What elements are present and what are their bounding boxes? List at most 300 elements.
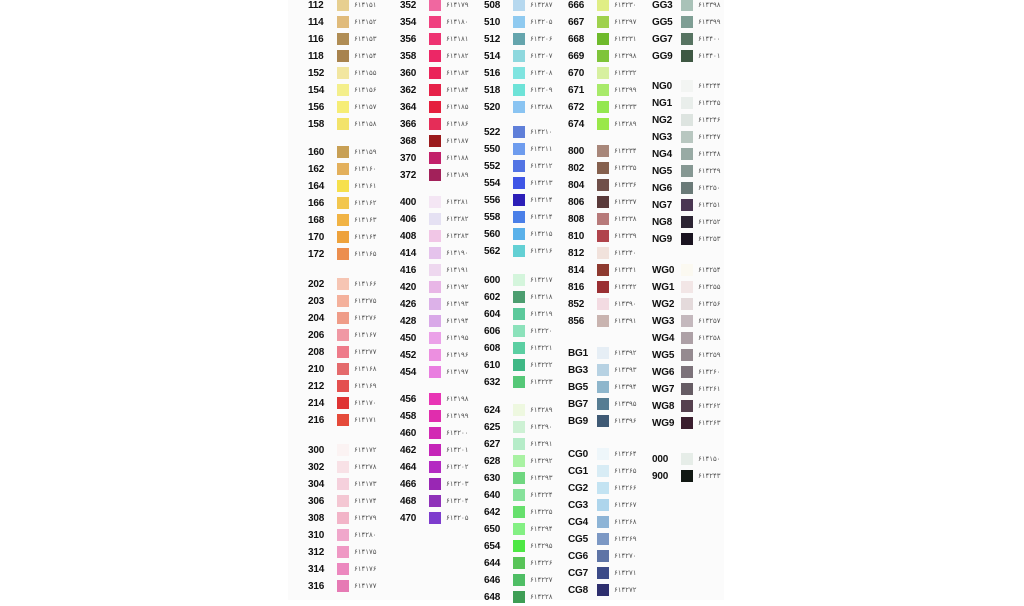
color-swatch (597, 499, 609, 511)
product-number: ۶۱۴۲۳۹ (614, 232, 637, 240)
color-swatch (337, 312, 349, 324)
product-number: ۶۱۴۱۹۹ (446, 412, 469, 420)
color-swatch (429, 67, 441, 79)
color-swatch (337, 146, 349, 158)
product-number: ۶۱۴۱۹۵ (446, 334, 469, 342)
color-swatch (337, 101, 349, 113)
color-swatch (337, 444, 349, 456)
color-swatch (429, 332, 441, 344)
color-code: 366 (400, 119, 417, 130)
color-code: 352 (400, 0, 417, 11)
color-code: 214 (308, 398, 325, 409)
color-swatch (681, 400, 693, 412)
color-code: 642 (484, 507, 501, 518)
product-number: ۶۱۴۲۷۰ (614, 552, 637, 560)
color-code: 514 (484, 51, 501, 62)
product-number: ۶۱۴۲۸۸ (530, 103, 553, 111)
color-swatch (513, 438, 525, 450)
color-code: BG1 (568, 348, 588, 359)
color-code: 470 (400, 513, 417, 524)
color-swatch (337, 33, 349, 45)
color-code: CG6 (568, 551, 588, 562)
color-swatch (337, 84, 349, 96)
color-swatch (429, 0, 441, 11)
color-code: 900 (652, 471, 669, 482)
color-swatch (597, 145, 609, 157)
color-swatch (681, 199, 693, 211)
color-code: 358 (400, 51, 417, 62)
color-chart-sheet (288, 0, 724, 603)
color-code: 624 (484, 405, 501, 416)
product-number: ۶۱۴۱۷۴ (354, 497, 377, 505)
color-swatch (337, 214, 349, 226)
color-code: 208 (308, 347, 325, 358)
product-number: ۶۱۴۲۹۴ (530, 525, 553, 533)
color-code: NG6 (652, 183, 672, 194)
product-number: ۶۱۴۲۴۲ (614, 283, 637, 291)
color-code: NG8 (652, 217, 672, 228)
color-code: WG5 (652, 350, 675, 361)
color-swatch (429, 213, 441, 225)
color-code: 852 (568, 299, 585, 310)
color-code: 168 (308, 215, 325, 226)
product-number: ۶۱۴۲۶۷ (614, 501, 637, 509)
color-swatch (597, 213, 609, 225)
product-number: ۶۱۴۳۹۵ (614, 400, 637, 408)
color-code: 646 (484, 575, 501, 586)
color-swatch (337, 529, 349, 541)
color-code: 674 (568, 119, 585, 130)
color-swatch (681, 0, 693, 11)
color-swatch (597, 516, 609, 528)
color-swatch (429, 393, 441, 405)
color-swatch (337, 278, 349, 290)
color-code: 452 (400, 350, 417, 361)
color-swatch (597, 584, 609, 596)
product-number: ۶۱۴۲۵۸ (698, 334, 721, 342)
color-swatch (337, 563, 349, 575)
color-code: NG9 (652, 234, 672, 245)
product-number: ۶۱۴۲۱۸ (530, 293, 553, 301)
product-number: ۶۱۴۲۲۱ (530, 344, 553, 352)
color-code: 610 (484, 360, 501, 371)
color-code: 550 (484, 144, 501, 155)
product-number: ۶۱۴۱۹۱ (446, 266, 469, 274)
product-number: ۶۱۴۲۵۵ (698, 283, 721, 291)
product-number: ۶۱۴۱۶۸ (354, 365, 377, 373)
color-swatch (429, 84, 441, 96)
color-swatch (681, 114, 693, 126)
product-number: ۶۱۴۲۲۶ (530, 559, 553, 567)
color-swatch (681, 233, 693, 245)
color-swatch (597, 364, 609, 376)
color-swatch (429, 33, 441, 45)
color-swatch (429, 196, 441, 208)
product-number: ۶۱۴۱۸۱ (446, 35, 469, 43)
color-code: 160 (308, 147, 325, 158)
color-code: BG9 (568, 416, 588, 427)
product-number: ۶۱۴۲۰۳ (446, 480, 469, 488)
color-code: 518 (484, 85, 501, 96)
color-swatch (513, 421, 525, 433)
color-swatch (429, 152, 441, 164)
product-number: ۶۱۴۱۶۲ (354, 199, 377, 207)
product-number: ۶۱۴۲۶۸ (614, 518, 637, 526)
color-swatch (429, 230, 441, 242)
color-code: 856 (568, 316, 585, 327)
color-swatch (513, 472, 525, 484)
color-code: 454 (400, 367, 417, 378)
color-swatch (597, 33, 609, 45)
color-code: WG9 (652, 418, 675, 429)
color-swatch (513, 84, 525, 96)
product-number: ۶۱۴۳۹۳ (614, 366, 637, 374)
color-code: 356 (400, 34, 417, 45)
color-swatch (513, 126, 525, 138)
product-number: ۶۱۴۲۷۵ (354, 297, 377, 305)
product-number: ۶۱۴۲۰۴ (446, 497, 469, 505)
color-swatch (429, 495, 441, 507)
color-swatch (513, 325, 525, 337)
color-swatch (513, 274, 525, 286)
color-swatch (681, 131, 693, 143)
product-number: ۶۱۴۱۶۹ (354, 382, 377, 390)
color-code: 000 (652, 454, 669, 465)
product-number: ۶۱۴۱۶۳ (354, 216, 377, 224)
color-swatch (681, 80, 693, 92)
product-number: ۶۱۴۲۷۸ (354, 463, 377, 471)
color-code: WG8 (652, 401, 675, 412)
color-swatch (337, 478, 349, 490)
color-swatch (337, 580, 349, 592)
product-number: ۶۱۴۳۹۸ (698, 1, 721, 9)
product-number: ۶۱۴۲۷۲ (614, 586, 637, 594)
color-code: 212 (308, 381, 325, 392)
color-code: 602 (484, 292, 501, 303)
color-swatch (597, 196, 609, 208)
color-swatch (681, 97, 693, 109)
product-number: ۶۱۴۱۸۹ (446, 171, 469, 179)
color-code: 202 (308, 279, 325, 290)
product-number: ۶۱۴۳۹۱ (614, 317, 637, 325)
color-code: WG1 (652, 282, 675, 293)
color-swatch (681, 315, 693, 327)
color-swatch (513, 574, 525, 586)
color-code: 644 (484, 558, 501, 569)
color-swatch (337, 67, 349, 79)
color-code: 668 (568, 34, 585, 45)
color-swatch (681, 216, 693, 228)
product-number: ۶۱۴۱۵۰ (698, 455, 721, 463)
product-number: ۶۱۴۲۷۹ (354, 514, 377, 522)
color-swatch (429, 101, 441, 113)
product-number: ۶۱۴۲۶۹ (614, 535, 637, 543)
color-swatch (513, 228, 525, 240)
color-swatch (429, 478, 441, 490)
color-code: CG0 (568, 449, 588, 460)
color-code: CG2 (568, 483, 588, 494)
color-code: NG2 (652, 115, 672, 126)
color-code: 666 (568, 0, 585, 11)
color-code: 170 (308, 232, 325, 243)
color-swatch (429, 410, 441, 422)
product-number: ۶۱۴۲۰۵ (446, 514, 469, 522)
color-swatch (429, 427, 441, 439)
color-swatch (337, 346, 349, 358)
product-number: ۶۱۴۲۵۲ (698, 218, 721, 226)
color-code: 604 (484, 309, 501, 320)
color-swatch (513, 16, 525, 28)
color-swatch (337, 461, 349, 473)
color-code: 558 (484, 212, 501, 223)
color-swatch (513, 455, 525, 467)
color-swatch (597, 347, 609, 359)
color-code: 814 (568, 265, 585, 276)
color-swatch (429, 264, 441, 276)
product-number: ۶۱۴۲۰۹ (530, 86, 553, 94)
color-code: 562 (484, 246, 501, 257)
color-swatch (337, 295, 349, 307)
product-number: ۶۱۴۲۰۶ (530, 35, 553, 43)
color-code: 520 (484, 102, 501, 113)
color-code: 362 (400, 85, 417, 96)
color-swatch (597, 448, 609, 460)
product-number: ۶۱۴۳۹۰ (614, 300, 637, 308)
color-code: 408 (400, 231, 417, 242)
color-code: 667 (568, 17, 585, 28)
product-number: ۶۱۴۲۲۳ (530, 378, 553, 386)
product-number: ۶۱۴۲۹۵ (530, 542, 553, 550)
product-number: ۶۱۴۲۹۸ (614, 52, 637, 60)
color-code: 669 (568, 51, 585, 62)
product-number: ۶۱۴۱۵۲ (354, 18, 377, 26)
product-number: ۶۱۴۲۱۶ (530, 247, 553, 255)
color-code: 632 (484, 377, 501, 388)
color-swatch (513, 342, 525, 354)
color-code: 450 (400, 333, 417, 344)
product-number: ۶۱۴۲۸۲ (446, 215, 469, 223)
product-number: ۶۱۴۱۸۷ (446, 137, 469, 145)
color-code: BG7 (568, 399, 588, 410)
product-number: ۶۱۴۲۲۷ (530, 576, 553, 584)
color-swatch (681, 383, 693, 395)
color-code: 166 (308, 198, 325, 209)
color-code: 216 (308, 415, 325, 426)
product-number: ۶۱۴۱۵۱ (354, 1, 377, 9)
color-swatch (337, 50, 349, 62)
product-number: ۶۱۴۱۵۴ (354, 52, 377, 60)
color-code: BG3 (568, 365, 588, 376)
color-swatch (597, 16, 609, 28)
product-number: ۶۱۴۲۲۴ (530, 491, 553, 499)
color-code: WG2 (652, 299, 675, 310)
color-swatch (681, 366, 693, 378)
color-code: CG1 (568, 466, 588, 477)
color-swatch (597, 550, 609, 562)
color-swatch (513, 291, 525, 303)
color-code: 426 (400, 299, 417, 310)
product-number: ۶۱۴۲۶۰ (698, 368, 721, 376)
product-number: ۶۱۴۲۳۵ (614, 164, 637, 172)
product-number: ۶۱۴۱۷۷ (354, 582, 377, 590)
product-number: ۶۱۴۲۳۲ (614, 69, 637, 77)
color-code: 630 (484, 473, 501, 484)
product-number: ۶۱۴۱۹۲ (446, 283, 469, 291)
product-number: ۶۱۴۲۱۵ (530, 230, 553, 238)
color-swatch (597, 315, 609, 327)
product-number: ۶۱۴۲۳۷ (614, 198, 637, 206)
color-swatch (513, 359, 525, 371)
color-code: CG5 (568, 534, 588, 545)
color-swatch (597, 567, 609, 579)
color-code: 654 (484, 541, 501, 552)
product-number: ۶۱۴۲۶۵ (614, 467, 637, 475)
color-code: 648 (484, 592, 501, 603)
color-code: 816 (568, 282, 585, 293)
color-swatch (513, 506, 525, 518)
product-number: ۶۱۴۲۰۱ (446, 446, 469, 454)
color-code: 312 (308, 547, 325, 558)
color-code: NG5 (652, 166, 672, 177)
color-swatch (513, 67, 525, 79)
color-swatch (513, 33, 525, 45)
color-swatch (429, 349, 441, 361)
product-number: ۶۱۴۱۶۴ (354, 233, 377, 241)
product-number: ۶۱۴۳۹۹ (698, 18, 721, 26)
color-code: 116 (308, 34, 324, 45)
color-code: 606 (484, 326, 501, 337)
color-swatch (681, 470, 693, 482)
product-number: ۶۱۴۲۰۰ (446, 429, 469, 437)
color-code: 416 (400, 265, 417, 276)
color-swatch (337, 180, 349, 192)
color-swatch (597, 230, 609, 242)
color-code: 512 (484, 34, 501, 45)
color-code: 428 (400, 316, 417, 327)
color-code: 162 (308, 164, 325, 175)
product-number: ۶۱۴۱۶۵ (354, 250, 377, 258)
color-code: 672 (568, 102, 585, 113)
color-code: 552 (484, 161, 501, 172)
color-swatch (429, 366, 441, 378)
product-number: ۶۱۴۲۳۴ (614, 147, 637, 155)
color-swatch (337, 380, 349, 392)
product-number: ۶۱۴۲۵۱ (698, 201, 721, 209)
product-number: ۶۱۴۴۰۰ (698, 35, 721, 43)
color-swatch (513, 489, 525, 501)
product-number: ۶۱۴۱۷۹ (446, 1, 469, 9)
color-code: 314 (308, 564, 325, 575)
color-code: 640 (484, 490, 501, 501)
color-swatch (597, 162, 609, 174)
color-code: GG3 (652, 0, 673, 11)
color-code: 164 (308, 181, 325, 192)
color-swatch (429, 247, 441, 259)
product-number: ۶۱۴۲۹۱ (530, 440, 553, 448)
product-number: ۶۱۴۲۴۶ (698, 116, 721, 124)
color-swatch (429, 512, 441, 524)
product-number: ۶۱۴۲۸۷ (530, 1, 553, 9)
color-swatch (597, 247, 609, 259)
color-swatch (513, 143, 525, 155)
color-swatch (337, 197, 349, 209)
product-number: ۶۱۴۲۶۳ (698, 419, 721, 427)
product-number: ۶۱۴۱۹۸ (446, 395, 469, 403)
color-code: 172 (308, 249, 325, 260)
product-number: ۶۱۴۲۸۳ (446, 232, 469, 240)
product-number: ۶۱۴۲۵۰ (698, 184, 721, 192)
product-number: ۶۱۴۲۸۱ (446, 198, 469, 206)
color-code: WG6 (652, 367, 675, 378)
product-number: ۶۱۴۲۱۴ (530, 213, 553, 221)
color-swatch (337, 363, 349, 375)
color-code: BG5 (568, 382, 588, 393)
product-number: ۶۱۴۲۵۷ (698, 317, 721, 325)
color-code: 304 (308, 479, 325, 490)
product-number: ۶۱۴۲۱۱ (530, 145, 553, 153)
product-number: ۶۱۴۱۵۸ (354, 120, 377, 128)
color-code: WG0 (652, 265, 675, 276)
color-swatch (429, 315, 441, 327)
color-code: WG4 (652, 333, 675, 344)
product-number: ۶۱۴۱۵۶ (354, 86, 377, 94)
product-number: ۶۱۴۲۱۰ (530, 128, 553, 136)
color-swatch (597, 281, 609, 293)
color-code: GG9 (652, 51, 673, 62)
color-swatch (337, 0, 349, 11)
color-swatch (337, 546, 349, 558)
color-code: 806 (568, 197, 585, 208)
product-number: ۶۱۴۱۹۷ (446, 368, 469, 376)
color-swatch (337, 414, 349, 426)
product-number: ۶۱۴۳۹۴ (614, 383, 637, 391)
color-code: 368 (400, 136, 417, 147)
product-number: ۶۱۴۲۵۳ (698, 235, 721, 243)
product-number: ۶۱۴۲۰۵ (530, 18, 553, 26)
color-code: 204 (308, 313, 325, 324)
color-swatch (597, 50, 609, 62)
color-swatch (597, 101, 609, 113)
color-code: 152 (308, 68, 325, 79)
color-code: 158 (308, 119, 325, 130)
color-code: 354 (400, 17, 417, 28)
color-code: 406 (400, 214, 417, 225)
color-swatch (681, 453, 693, 465)
product-number: ۶۱۴۱۶۶ (354, 280, 377, 288)
color-swatch (429, 444, 441, 456)
product-number: ۶۱۴۱۹۳ (446, 300, 469, 308)
color-code: CG7 (568, 568, 588, 579)
color-code: 118 (308, 51, 324, 62)
product-number: ۶۱۴۲۴۴ (698, 82, 721, 90)
color-swatch (337, 248, 349, 260)
color-swatch (429, 298, 441, 310)
color-swatch (429, 461, 441, 473)
product-number: ۶۱۴۲۹۰ (530, 423, 553, 431)
color-code: GG7 (652, 34, 673, 45)
color-swatch (597, 381, 609, 393)
color-swatch (597, 264, 609, 276)
color-code: 625 (484, 422, 501, 433)
color-code: 206 (308, 330, 325, 341)
color-code: 316 (308, 581, 325, 592)
color-swatch (597, 179, 609, 191)
color-code: 671 (568, 85, 585, 96)
product-number: ۶۱۴۲۷۷ (354, 348, 377, 356)
color-code: 210 (308, 364, 325, 375)
product-number: ۶۱۴۲۵۶ (698, 300, 721, 308)
color-swatch (513, 160, 525, 172)
